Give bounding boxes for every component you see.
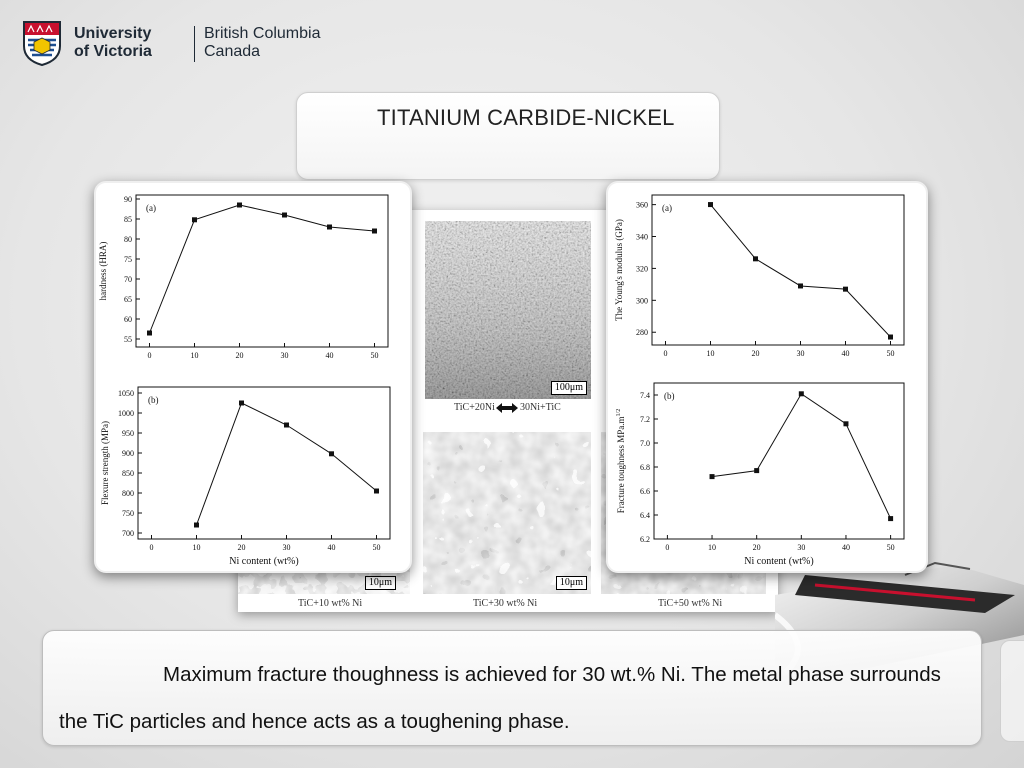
chart-3-ytick-label: 6.4 xyxy=(640,511,650,520)
chart-0-xtick-label: 40 xyxy=(325,351,334,360)
chart-right-svg xyxy=(608,183,926,571)
chart-3-point xyxy=(888,516,893,521)
chart-1-ytick-label: 1000 xyxy=(118,409,134,418)
chart-1 xyxy=(100,387,390,567)
chart-2-xtick-label: 20 xyxy=(751,349,760,358)
chart-3-ytick-label: 7.4 xyxy=(640,391,650,400)
chart-3-ytick-label: 7.2 xyxy=(640,415,650,424)
chart-3-ytick-label: 6.8 xyxy=(640,463,650,472)
chart-0 xyxy=(98,195,388,360)
micrograph-caption-center: TiC+30 wt% Ni xyxy=(473,598,538,609)
caption-box xyxy=(42,630,982,746)
chart-3-ylabel: Fracture toughness $MPa.m^{1/2}$ xyxy=(616,408,626,514)
chart-2 xyxy=(614,195,904,358)
double-arrow-icon xyxy=(496,403,518,413)
chart-2-xtick-label: 30 xyxy=(796,349,805,358)
chart-3-xtick-label: 50 xyxy=(886,543,895,552)
chart-3-point xyxy=(754,468,759,473)
chart-3 xyxy=(616,383,904,567)
chart-3-xtick-label: 40 xyxy=(841,543,850,552)
scalebar-top: 100μm xyxy=(551,381,587,395)
chart-2-ytick-label: 280 xyxy=(636,328,648,338)
chart-3-xtick-label: 30 xyxy=(797,543,806,552)
chart-0-ytick-label: 90 xyxy=(124,195,132,204)
chart-3-panel-label: (b) xyxy=(664,391,675,401)
chart-0-ytick-label: 75 xyxy=(124,255,132,264)
location-line1: British Columbia xyxy=(204,25,321,42)
chart-1-series-line xyxy=(197,403,377,525)
institution-line2: of Victoria xyxy=(74,43,152,60)
chart-1-point xyxy=(284,423,289,428)
chart-1-frame xyxy=(138,387,390,539)
chart-1-ytick-label: 900 xyxy=(122,449,134,458)
chart-0-ytick-label: 85 xyxy=(124,215,132,224)
chart-1-point xyxy=(329,451,334,456)
chart-2-point xyxy=(888,335,893,340)
chart-2-panel-label: (a) xyxy=(662,203,672,213)
institution-location xyxy=(204,25,320,61)
chart-1-ylabel: Flexure strength (MPa) xyxy=(100,421,110,505)
chart-3-ylabel-superscript: 1/2 xyxy=(616,408,622,417)
chart-0-ytick-label: 80 xyxy=(124,235,132,244)
micrograph-caption-left: TiC+10 wt% Ni xyxy=(298,598,363,609)
chart-1-ytick-label: 950 xyxy=(122,429,134,438)
chart-1-ytick-label: 750 xyxy=(122,509,134,518)
chart-2-ytick-label: 320 xyxy=(636,264,648,274)
chart-2-point xyxy=(753,256,758,261)
chart-card-right xyxy=(606,181,928,573)
chart-2-point xyxy=(843,287,848,292)
chart-2-point xyxy=(708,202,713,207)
institution-name xyxy=(74,25,152,61)
chart-1-point xyxy=(239,401,244,406)
chart-0-ytick-label: 55 xyxy=(124,335,132,344)
chart-3-ytick-label: 6.6 xyxy=(640,487,650,496)
chart-1-xtick-label: 30 xyxy=(282,543,291,552)
slide-title: TITANIUM CARBIDE-NICKEL xyxy=(377,105,675,130)
chart-2-ytick-label: 300 xyxy=(636,296,648,306)
chart-0-ylabel: hardness (HRA) xyxy=(98,241,108,301)
chart-0-xtick-label: 20 xyxy=(235,351,244,360)
chart-3-ytick-label: 6.2 xyxy=(640,535,650,544)
chart-3-series-line xyxy=(712,394,891,519)
chart-0-xtick-label: 0 xyxy=(147,351,152,360)
chart-0-ytick-label: 65 xyxy=(124,295,132,304)
chart-0-ytick-label: 70 xyxy=(124,275,132,284)
chart-3-frame xyxy=(654,383,904,539)
micrograph-caption-right: TiC+50 wt% Ni xyxy=(658,598,723,609)
chart-1-xlabel: Ni content (wt%) xyxy=(229,556,299,567)
chart-1-ytick-label: 850 xyxy=(122,469,134,478)
logo-divider xyxy=(194,26,195,62)
crest-icon xyxy=(22,20,62,66)
chart-0-point xyxy=(237,203,242,208)
chart-1-xtick-label: 40 xyxy=(327,543,336,552)
chart-0-xtick-label: 10 xyxy=(190,351,199,360)
chart-3-point xyxy=(710,474,715,479)
chart-2-ytick-label: 360 xyxy=(636,200,648,210)
chart-2-xtick-label: 0 xyxy=(663,349,668,358)
chart-0-point xyxy=(192,217,197,222)
chart-2-point xyxy=(798,283,803,288)
chart-2-ytick-label: 340 xyxy=(636,232,648,242)
chart-1-panel-label: (b) xyxy=(148,395,159,405)
chart-2-xtick-label: 40 xyxy=(841,349,850,358)
chart-2-series-line xyxy=(711,205,891,337)
chart-2-ylabel: The Young's modulus (GPa) xyxy=(614,219,624,321)
institution-line1: University xyxy=(74,25,152,42)
chart-1-xtick-label: 0 xyxy=(149,543,154,552)
background-slide-edge xyxy=(1000,640,1024,742)
micrograph-bottom-center xyxy=(423,432,591,594)
chart-2-xtick-label: 50 xyxy=(886,349,895,358)
micrograph-top xyxy=(425,221,591,399)
chart-3-xtick-label: 10 xyxy=(708,543,717,552)
location-line2: Canada xyxy=(204,43,261,60)
chart-2-xtick-label: 10 xyxy=(706,349,715,358)
chart-3-point xyxy=(799,391,804,396)
micrograph-top-caption-left: TiC+20Ni xyxy=(454,402,495,413)
chart-0-xtick-label: 30 xyxy=(280,351,289,360)
chart-card-left xyxy=(94,181,412,573)
chart-0-point xyxy=(327,225,332,230)
chart-0-xtick-label: 50 xyxy=(370,351,379,360)
chart-3-point xyxy=(843,421,848,426)
chart-3-xlabel: Ni content (wt%) xyxy=(744,556,814,567)
chart-3-xtick-label: 0 xyxy=(665,543,670,552)
chart-0-series-line xyxy=(150,205,375,333)
scalebar-bottom-left: 10μm xyxy=(365,576,396,590)
chart-left-svg xyxy=(96,183,410,571)
chart-0-ytick-label: 60 xyxy=(124,315,132,324)
micrograph-top-caption-right: 30Ni+TiC xyxy=(520,402,561,413)
chart-1-ytick-label: 800 xyxy=(122,489,134,498)
chart-1-ytick-label: 1050 xyxy=(118,389,134,398)
chart-1-point xyxy=(374,489,379,494)
chart-1-xtick-label: 20 xyxy=(237,543,246,552)
chart-0-point xyxy=(147,331,152,336)
chart-1-xtick-label: 10 xyxy=(192,543,201,552)
chart-0-point xyxy=(282,213,287,218)
chart-0-point xyxy=(372,229,377,234)
chart-2-frame xyxy=(652,195,904,345)
chart-3-xtick-label: 20 xyxy=(752,543,761,552)
chart-3-ytick-label: 7.0 xyxy=(640,439,650,448)
chart-1-xtick-label: 50 xyxy=(372,543,381,552)
slide-title-box xyxy=(296,92,720,180)
caption-text: Maximum fracture thoughness is achieved for 30 wt.% Ni. The metal phase surrounds the TiC particles and hence acts as a toughening phase. xyxy=(59,663,941,733)
chart-0-panel-label: (a) xyxy=(146,203,156,213)
scalebar-bottom-center: 10μm xyxy=(556,576,587,590)
chart-1-point xyxy=(194,523,199,528)
chart-1-ytick-label: 700 xyxy=(122,529,134,538)
